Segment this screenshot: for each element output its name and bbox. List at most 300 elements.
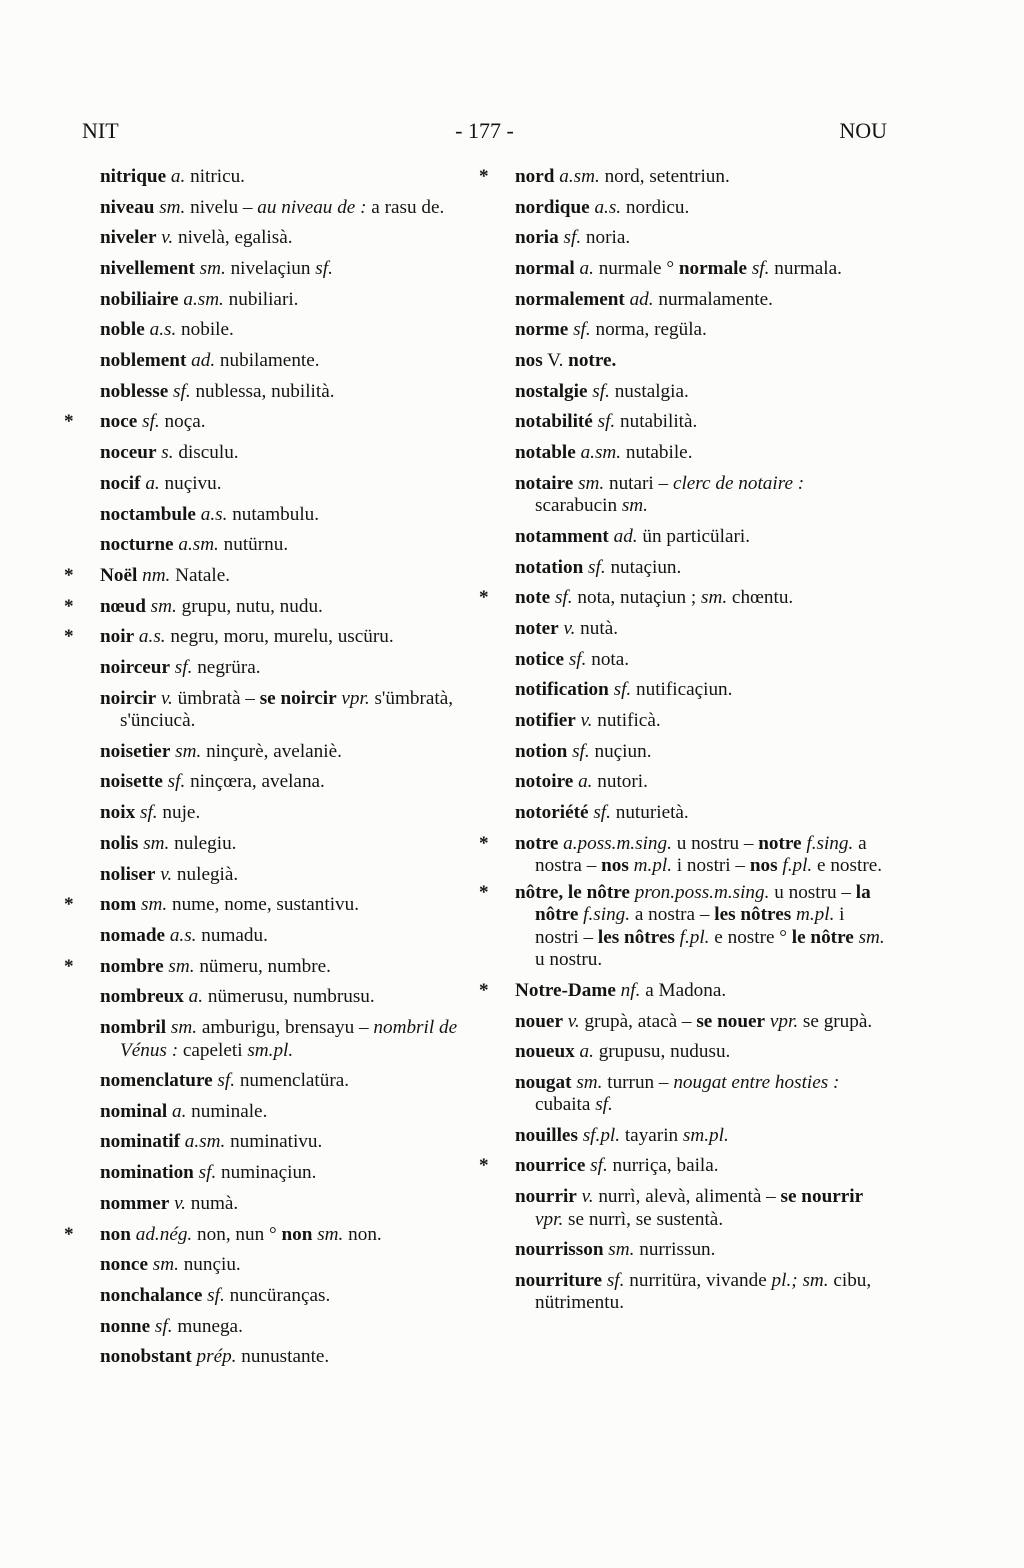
definition-text: nurritüra, vivande: [624, 1269, 772, 1291]
headword: noir: [100, 626, 135, 648]
grammar-label: sf.: [563, 227, 582, 249]
dictionary-entry: [515, 645, 887, 676]
definition-text: scarabucin: [535, 495, 622, 517]
asterisk-marker: *: [479, 1155, 489, 1177]
dictionary-entry: [515, 767, 887, 798]
dictionary-entry: [479, 881, 887, 972]
headword: notoire: [515, 771, 574, 793]
definition-text: amburigu, brensayu –: [197, 1017, 374, 1039]
grammar-label: sm.: [701, 587, 728, 609]
headword: les nôtres: [714, 904, 792, 926]
headword: nourrice: [515, 1155, 586, 1177]
definition-text: nuncüranças.: [224, 1285, 331, 1306]
dictionary-entry: [515, 798, 887, 829]
grammar-label: sm.pl.: [682, 1124, 729, 1146]
definition-text: nutabilità.: [615, 411, 698, 433]
asterisk-marker: *: [479, 979, 489, 1001]
headword: noble: [100, 319, 145, 341]
headword: nominal: [100, 1100, 168, 1122]
headword: notoriété: [515, 802, 589, 824]
definition-text: nunçiu.: [178, 1254, 241, 1276]
grammar-label: sf.: [572, 740, 590, 762]
definition-text: nivelà, egalisà.: [173, 227, 293, 249]
definition-text: negru, moru, murelu, uscüru.: [165, 626, 394, 648]
dictionary-entry: [64, 407, 472, 438]
definition-text: ün particülari.: [637, 525, 750, 547]
definition-text: nutificaçiun.: [631, 679, 733, 701]
grammar-label: sm.: [175, 740, 202, 762]
headword: notification: [515, 679, 609, 701]
grammar-label: nm.: [142, 564, 171, 586]
asterisk-marker: *: [64, 564, 74, 586]
definition-text: u nostru –: [671, 832, 759, 854]
dictionary-entry: [515, 553, 887, 584]
header-guide-word-left: NIT: [82, 118, 119, 143]
dictionary-entry: [515, 1235, 887, 1266]
definition-text: nivelaçiun: [225, 257, 316, 279]
dictionary-entry: [100, 860, 472, 891]
grammar-label: sm.: [170, 1017, 198, 1039]
definition-text: norma, regüla.: [590, 319, 707, 341]
headword: noria: [515, 227, 559, 249]
headword: non: [281, 1223, 313, 1245]
dictionary-entry: [100, 377, 472, 408]
grammar-label: a.sm.: [183, 288, 224, 310]
definition-text: negrüra.: [192, 657, 261, 679]
grammar-label: sf.: [573, 319, 591, 341]
dictionary-entry: [100, 737, 472, 768]
dictionary-entry: [100, 798, 472, 829]
grammar-label: sf.: [595, 1094, 613, 1116]
grammar-label: v.: [160, 687, 173, 709]
grammar-label: sf.: [590, 1155, 608, 1177]
headword: normalement: [515, 288, 625, 310]
grammar-label: a.: [188, 986, 204, 1008]
grammar-label: a.: [171, 1100, 187, 1122]
grammar-label: sm.: [143, 832, 170, 854]
asterisk-marker: *: [64, 411, 74, 433]
headword: nôtre, le nôtre: [515, 881, 630, 903]
definition-text: nurmale °: [593, 258, 679, 280]
dictionary-entry: [515, 1037, 887, 1068]
grammar-label: v.: [563, 617, 576, 639]
grammar-label: sm.: [159, 196, 186, 218]
asterisk-marker: *: [479, 881, 489, 903]
grammar-label: sm.: [576, 1071, 603, 1093]
dictionary-entry: [515, 1011, 887, 1034]
asterisk-marker: *: [64, 955, 74, 977]
headword: se nourrir: [780, 1186, 864, 1208]
grammar-label: a.s.: [594, 196, 622, 218]
asterisk-marker: *: [479, 832, 489, 854]
definition-text: nota.: [586, 648, 630, 670]
grammar-label: a.s.: [200, 503, 228, 525]
grammar-label: a.poss.m.sing.: [563, 832, 672, 854]
headword: niveler: [100, 227, 157, 249]
asterisk-marker: *: [64, 626, 74, 648]
grammar-label: clerc de notaire :: [672, 472, 805, 494]
dictionary-entry: [515, 315, 887, 346]
definition-text: grupà, atacà –: [579, 1010, 697, 1032]
headword: noblement: [100, 350, 187, 372]
headword: note: [515, 587, 551, 609]
headword: noctambule: [100, 503, 196, 525]
dictionary-entry: [515, 258, 887, 281]
definition-text: nutürnu.: [218, 534, 289, 556]
grammar-label: sf.: [592, 380, 610, 402]
definition-text: nurrì, alevà, alimentà –: [593, 1186, 781, 1208]
asterisk-marker: *: [479, 587, 489, 609]
definition-text: noça.: [159, 411, 206, 433]
dictionary-entry: [100, 653, 472, 684]
definition-text: numinativu.: [225, 1131, 323, 1153]
dictionary-entry: [64, 592, 472, 623]
definition-text: a nostra –: [630, 904, 715, 926]
grammar-label: sf.: [593, 802, 611, 824]
grammar-label: sm.: [578, 472, 605, 494]
definition-text: nümerusu, numbrusu.: [203, 986, 375, 1008]
definition-text: nurrissun.: [634, 1239, 716, 1261]
page-number: - 177 -: [455, 118, 514, 143]
grammar-label: m.pl.: [795, 904, 835, 926]
definition-text: nustalgia.: [609, 380, 689, 402]
grammar-label: a.sm.: [178, 534, 219, 556]
grammar-label: a.: [145, 472, 160, 494]
grammar-label: au niveau de :: [257, 196, 367, 218]
headword: noueux: [515, 1041, 575, 1063]
grammar-label: sm.: [168, 955, 195, 977]
definition-text: e nostre.: [812, 855, 883, 877]
grammar-label: a.: [578, 771, 593, 793]
definition-text: non.: [343, 1223, 382, 1245]
headword: notre: [515, 832, 559, 854]
grammar-label: sm.: [858, 926, 885, 948]
definition-text: nitricu.: [185, 166, 245, 187]
grammar-label: ad.: [613, 525, 638, 547]
dictionary-entry: [515, 522, 887, 553]
dictionary-entry: [515, 193, 887, 224]
grammar-label: f.sing.: [583, 904, 631, 926]
headword: noce: [100, 411, 138, 433]
headword: nos: [749, 855, 778, 877]
grammar-label: v.: [567, 1010, 580, 1032]
headword: nivellement: [100, 257, 195, 279]
grammar-label: sf.: [588, 556, 606, 578]
definition-text: turrun –: [602, 1071, 674, 1093]
definition-text: nordicu.: [621, 196, 690, 218]
dictionary-entry: [515, 438, 887, 469]
headword: notamment: [515, 525, 609, 547]
headword: nobiliaire: [100, 288, 179, 310]
headword: nombril: [100, 1017, 167, 1039]
grammar-label: v.: [174, 1192, 186, 1214]
definition-text: capeleti: [178, 1039, 248, 1061]
headword: nouer: [515, 1010, 563, 1032]
grammar-label: sf.: [613, 679, 632, 701]
headword: se nouer: [696, 1010, 766, 1032]
dictionary-entry: [100, 1250, 472, 1281]
dictionary-entry: [100, 254, 472, 285]
grammar-label: nougat entre hosties :: [673, 1071, 840, 1093]
dictionary-entry: [64, 561, 472, 592]
definition-text: Natale.: [170, 564, 231, 586]
definition-text: nutaçiun.: [605, 556, 682, 578]
headword: nonobstant: [100, 1346, 192, 1368]
dictionary-entry: [100, 438, 472, 469]
grammar-label: a.: [170, 166, 186, 187]
definition-text: numinale.: [186, 1100, 268, 1122]
dictionary-entry: [100, 1312, 472, 1343]
dictionary-entry: [515, 1186, 887, 1231]
headword: Noël: [100, 564, 138, 586]
grammar-label: a.s.: [149, 319, 177, 341]
grammar-label: sm.: [152, 1254, 179, 1276]
dictionary-entry: [100, 500, 472, 531]
definition-text: i nostri –: [672, 855, 750, 877]
definition-text: nurmala.: [769, 258, 842, 280]
grammar-label: f.pl.: [679, 926, 710, 948]
headword: nomenclature: [100, 1070, 213, 1092]
grammar-label: sm.pl.: [247, 1039, 294, 1061]
definition-text: cibu, nütrimentu.: [535, 1269, 872, 1314]
definition-text: nuçivu.: [159, 472, 222, 494]
headword: noirceur: [100, 657, 170, 679]
grammar-label: a.: [579, 1041, 594, 1063]
grammar-label: sf.: [597, 411, 616, 433]
definition-text: nota, nutaçiun ;: [572, 587, 701, 609]
grammar-label: sf.: [217, 1070, 236, 1092]
dictionary-entry: [100, 767, 472, 798]
grammar-label: nombril de Vénus :: [120, 1017, 458, 1061]
headword: nos: [515, 350, 543, 372]
grammar-label: a.s.: [169, 924, 197, 946]
headword: niveau: [100, 196, 155, 218]
definition-text: ninçurè, avelaniè.: [201, 740, 342, 762]
headword: notre: [758, 832, 802, 854]
definition-text: numadu.: [196, 924, 268, 946]
headword: nouilles: [515, 1124, 578, 1146]
grammar-label: vpr.: [769, 1010, 799, 1032]
definition-text: nutificà.: [592, 710, 661, 732]
dictionary-entry: [515, 285, 887, 316]
definition-text: u nostru.: [535, 949, 603, 971]
grammar-label: a.sm.: [559, 166, 600, 187]
headword: notable: [515, 442, 576, 464]
headword: noblesse: [100, 380, 169, 402]
grammar-label: m.pl.: [633, 855, 672, 877]
definition-text: nümeru, numbre.: [194, 955, 331, 977]
definition-text: i nostri –: [535, 904, 845, 948]
grammar-label: sf.: [140, 802, 158, 824]
dictionary-entry: [100, 1189, 472, 1220]
definition-text: se grupà.: [798, 1010, 873, 1032]
headword: notation: [515, 556, 584, 578]
grammar-label: sf.: [315, 257, 333, 279]
grammar-label: sf.: [751, 258, 770, 280]
headword: noter: [515, 617, 559, 639]
definition-text: chœntu.: [727, 587, 794, 609]
definition-text: munega.: [172, 1315, 243, 1337]
grammar-label: sm.: [608, 1239, 635, 1261]
dictionary-entry: [100, 688, 472, 733]
headword: nolis: [100, 832, 139, 854]
headword: nombreux: [100, 986, 184, 1008]
grammar-label: a.sm.: [580, 442, 622, 464]
definition-text: non, nun °: [192, 1223, 282, 1245]
headword: non: [100, 1223, 131, 1245]
headword: notifier: [515, 710, 576, 732]
dictionary-entry: [515, 1270, 887, 1315]
definition-text: nunustante.: [236, 1346, 330, 1368]
headword: noisette: [100, 771, 163, 793]
headword: nord: [515, 166, 555, 187]
grammar-label: sm.: [199, 257, 226, 279]
dictionary-entry: [515, 706, 887, 737]
definition-text: a nostra –: [535, 832, 867, 877]
asterisk-marker: *: [479, 166, 489, 187]
headword: nom: [100, 894, 137, 916]
grammar-label: sf.: [198, 1162, 217, 1184]
grammar-label: sf.: [568, 648, 587, 670]
definition-text: tayarin: [620, 1124, 683, 1146]
grammar-label: vpr.: [341, 687, 370, 709]
definition-text: noria.: [581, 227, 631, 249]
grammar-label: sf.: [554, 587, 573, 609]
grammar-label: sf.: [606, 1269, 625, 1291]
headword: la nôtre: [535, 881, 871, 926]
grammar-label: prép.: [196, 1346, 237, 1368]
headword: nombre: [100, 955, 164, 977]
headword: normale: [678, 258, 748, 280]
running-header: [82, 118, 887, 148]
dictionary-entry: [64, 1220, 472, 1251]
grammar-label: a.: [579, 258, 594, 280]
grammar-label: v.: [161, 227, 174, 249]
definition-text: nivelu –: [185, 196, 258, 218]
grammar-label: s.: [161, 442, 174, 464]
headword: nœud: [100, 595, 146, 617]
grammar-label: v.: [580, 710, 593, 732]
definition-text: nume, nome, sustantivu.: [167, 894, 360, 916]
right-column: [479, 162, 887, 1319]
dictionary-entry: [479, 976, 887, 1007]
dictionary-entry: [100, 197, 472, 220]
dictionary-entry: [100, 1097, 472, 1128]
headword: nougat: [515, 1071, 572, 1093]
dictionary-entry: [100, 1017, 472, 1062]
definition-text: nulegiu.: [169, 832, 237, 854]
grammar-label: v.: [160, 863, 173, 885]
headword: nommer: [100, 1192, 170, 1214]
headword: nourrir: [515, 1186, 577, 1208]
dictionary-entry: [64, 952, 472, 983]
headword: noceur: [100, 442, 157, 464]
definition-text: nubilamente.: [215, 350, 320, 372]
headword: se noircir: [259, 687, 337, 709]
definition-text: nubiliari.: [223, 288, 299, 310]
headword: nourriture: [515, 1269, 603, 1291]
grammar-label: sm.: [317, 1223, 344, 1245]
grammar-label: f.pl.: [782, 855, 813, 877]
definition-text: nublessa, nubilità.: [190, 380, 335, 402]
dictionary-entry: [100, 1158, 472, 1189]
dictionary-entry: [515, 675, 887, 706]
dictionary-entry: [100, 469, 472, 500]
grammar-label: v.: [581, 1186, 594, 1208]
definition-text: a Madona.: [640, 979, 727, 1001]
dictionary-entry: [479, 162, 887, 193]
headword: noisetier: [100, 740, 171, 762]
header-guide-word-right: NOU: [839, 118, 887, 143]
definition-text: grupu, nutu, nudu.: [176, 595, 323, 617]
headword: nocif: [100, 472, 141, 494]
dictionary-entry: [479, 832, 887, 878]
dictionary-entry: [100, 346, 472, 377]
grammar-label: sf.: [154, 1315, 173, 1337]
dictionary-entry: [100, 1342, 472, 1373]
definition-text: numinaçiun.: [216, 1162, 317, 1184]
asterisk-marker: *: [64, 894, 74, 916]
definition-text: a rasu de.: [366, 196, 445, 218]
headword: noliser: [100, 863, 156, 885]
definition-text: numà.: [185, 1192, 239, 1214]
headword: nomination: [100, 1162, 194, 1184]
grammar-label: sm.: [802, 1269, 829, 1291]
dictionary-entry: [515, 1072, 887, 1117]
headword: noix: [100, 802, 136, 824]
grammar-label: ad.: [191, 350, 216, 372]
dictionary-entry: [515, 737, 887, 768]
grammar-label: sf.: [174, 657, 193, 679]
headword: notaire: [515, 472, 574, 494]
headword: nomade: [100, 924, 166, 946]
headword: nos: [601, 855, 629, 877]
dictionary-entry: [100, 162, 472, 193]
definition-text: s'ümbratà, s'ünciucà.: [120, 687, 454, 732]
dictionary-entry: [100, 315, 472, 346]
definition-text: nuçiun.: [589, 740, 652, 762]
grammar-label: a.s.: [138, 626, 166, 648]
definition-text: nuturietà.: [610, 802, 689, 824]
dictionary-entry: [515, 473, 887, 518]
dictionary-entry: [64, 890, 472, 921]
definition-text: u nostru –: [769, 881, 856, 903]
headword: Notre-Dame: [515, 979, 616, 1001]
headword: nourrisson: [515, 1239, 604, 1261]
headword: nordique: [515, 196, 590, 218]
definition-text: se nurrì, se sustentà.: [563, 1208, 724, 1230]
grammar-label: sf.pl.: [582, 1124, 621, 1146]
definition-text: e nostre °: [709, 926, 792, 948]
definition-text: ümbratà –: [172, 687, 260, 709]
dictionary-entry: [515, 346, 887, 377]
headword: notion: [515, 740, 568, 762]
dictionary-entry: [100, 1127, 472, 1158]
definition-text: nuje.: [157, 802, 201, 824]
dictionary-entry: [515, 407, 887, 438]
headword: nominatif: [100, 1131, 180, 1153]
dictionary-entry: [100, 1066, 472, 1097]
grammar-label: pl.;: [771, 1269, 798, 1291]
definition-text: ninçœra, avelana.: [185, 771, 325, 793]
dictionary-entry: [515, 223, 887, 254]
headword: nonchalance: [100, 1285, 203, 1306]
left-column: [64, 162, 472, 1373]
dictionary-entry: [100, 285, 472, 316]
headword: noircir: [100, 687, 157, 709]
grammar-label: sm.: [150, 595, 177, 617]
dictionary-entry: [479, 1151, 887, 1182]
